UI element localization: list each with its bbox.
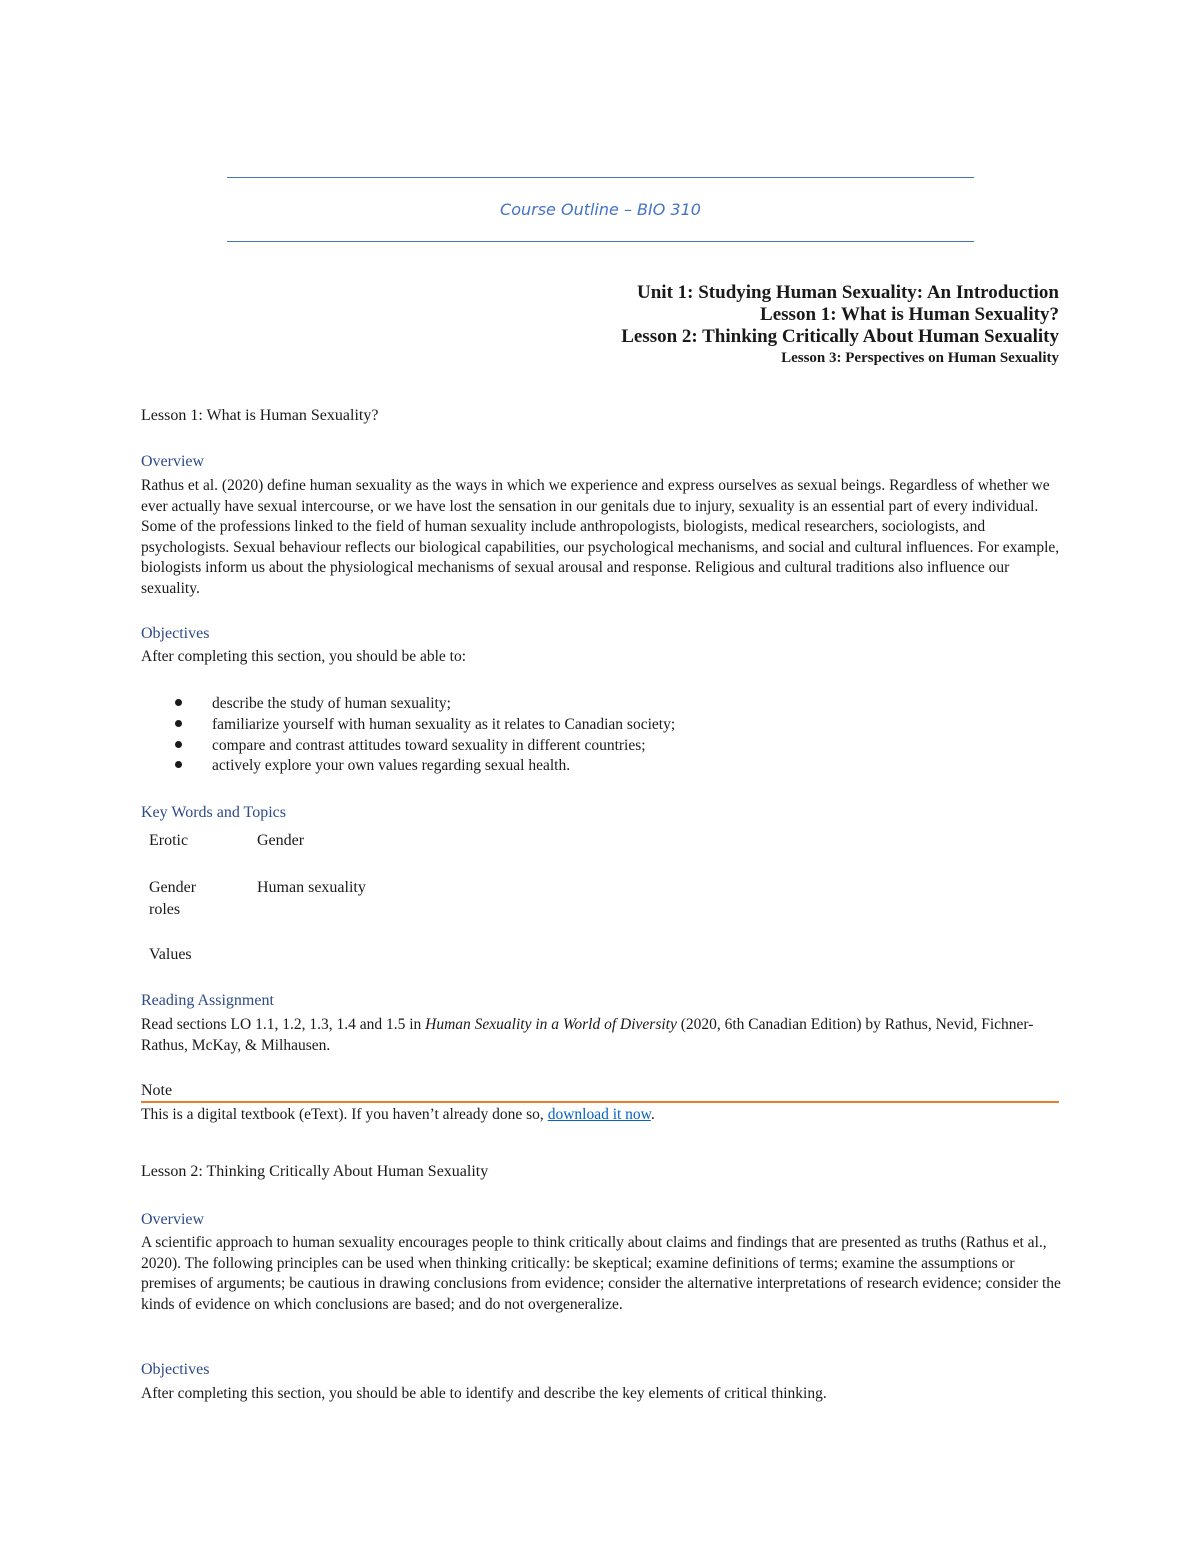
lesson2-heading: Lesson 2: Thinking Critically About Human Sexuality <box>141 1163 489 1180</box>
header-rule-top <box>227 177 974 178</box>
objective-item: compare and contrast attitudes toward sexuality in different countries; <box>141 736 675 757</box>
lesson1-heading: Lesson 1: What is Human Sexuality? <box>141 407 379 424</box>
course-title: Course Outline – BIO 310 <box>500 200 701 219</box>
unit-lesson-1: Lesson 1: What is Human Sexuality? <box>760 304 1059 325</box>
lesson1-objectives-heading: Objectives <box>141 625 210 642</box>
lesson2-objectives-intro: After completing this section, you should be able to identify and describe the key elements of critical thinking. <box>141 1385 827 1402</box>
lesson1-overview-paragraph: Rathus et al. (2020) define human sexuality as the ways in which we experience and express ourselves as sexual beings. Regardless of whether we ever actually have sexual intercourse, or we have lost the sensation in our genitals due to injury, sexuality is an essential part of every individual. Some of the professions linked to the field of human sexuality include anthropologists, biologists, medical researchers, sociologists, and psychologists. Sexual behaviour reflects our biological capabilities, our psychological mechanisms, and social and cultural influences. For example, biologists inform us about the physiological mechanisms of sexual arousal and response. Religious and cultural traditions also influence our sexuality. <box>141 477 1060 597</box>
lesson2-overview-paragraph: A scientific approach to human sexuality encourages people to think critically about claims and findings that are presented as truths (Rathus et al., 2020). The following principles can be used when thinking critically: be skeptical; examine definitions of terms; examine the assumptions or premises of arguments; be cautious in drawing conclusions from evidence; consider the alternative interpretations of research evidence; consider the kinds of evidence on which conclusions are based; and do not overgeneralize. <box>141 1234 1061 1313</box>
lesson1-overview-heading: Overview <box>141 453 205 470</box>
keyword-cell: Human sexuality <box>257 879 366 896</box>
lesson1-overview-text <box>141 476 1061 599</box>
bullet-icon <box>175 699 182 706</box>
header-rule-bottom <box>227 241 974 242</box>
keyword-cell: Gender roles <box>149 879 197 918</box>
unit-lesson-3: Lesson 3: Perspectives on Human Sexuality <box>781 350 1059 366</box>
keyword-cell: Values <box>149 946 192 963</box>
note-rule <box>141 1101 1059 1103</box>
lesson1-objectives-intro: After completing this section, you should be able to: <box>141 648 467 665</box>
objective-item: familiarize yourself with human sexuality as it relates to Canadian society; <box>141 715 675 736</box>
keyword-cell: Erotic <box>149 832 189 849</box>
lesson2-overview-heading: Overview <box>141 1211 205 1228</box>
textbook-title: Human Sexuality in a World of Diversity <box>425 1016 677 1033</box>
lesson1-reading-text: Read sections LO 1.1, 1.2, 1.3, 1.4 and 1.5 in Human Sexuality in a World of Diversity (2020, 6th Canadian Edition) by Rathus, Nevid, Fichner-Rathus, McKay, & Milhausen. <box>141 1016 1034 1054</box>
objective-item: describe the study of human sexuality; <box>141 694 675 715</box>
unit-title: Unit 1: Studying Human Sexuality: An Introduction <box>637 282 1059 303</box>
objective-item: actively explore your own values regarding sexual health. <box>141 756 675 777</box>
unit-lesson-2: Lesson 2: Thinking Critically About Human Sexuality <box>621 326 1059 347</box>
lesson1-reading-heading: Reading Assignment <box>141 992 274 1009</box>
note-text: This is a digital textbook (eText). If you haven’t already done so, download it now. <box>141 1106 655 1123</box>
bullet-icon <box>175 761 182 768</box>
lesson1-objectives-list <box>141 694 675 777</box>
note-heading: Note <box>141 1082 173 1099</box>
bullet-icon <box>175 741 182 748</box>
unit-heading-block <box>621 282 1059 368</box>
keyword-cell: Gender <box>257 832 305 849</box>
lesson2-overview-text <box>141 1233 1061 1315</box>
download-link[interactable]: download it now <box>547 1106 651 1123</box>
lesson1-keywords-heading: Key Words and Topics <box>141 804 286 821</box>
bullet-icon <box>175 720 182 727</box>
lesson2-objectives-heading: Objectives <box>141 1361 210 1378</box>
